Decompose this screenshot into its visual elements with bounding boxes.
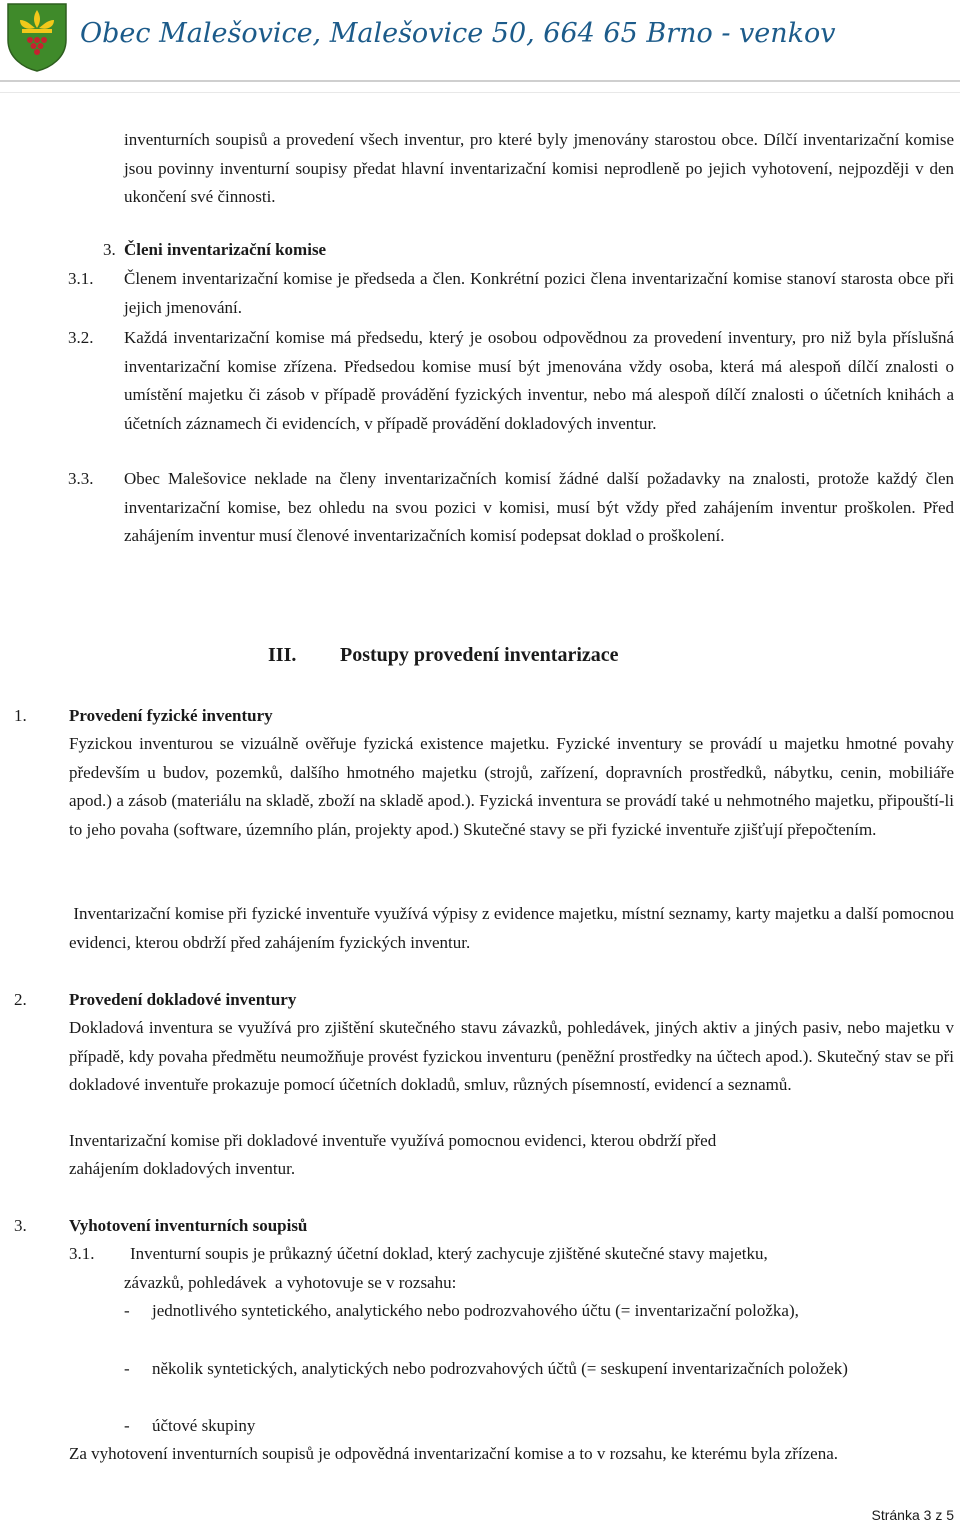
section-number: 3.: [14, 1216, 27, 1235]
section-number: 2.: [14, 990, 27, 1009]
item-text: Obec Malešovice neklade na členy inventarizačních komisí žádné další požadavky na znalosti, protože každý člen inventarizační komise, bez ohledu na svou pozici v komisi, musí být vždy před zahájením inventur proškolen. Před zahájením inventur musí členové inventarizačních komisí podepsat doklad o proškolení.: [124, 469, 954, 545]
item-number: 3.2.: [68, 328, 94, 347]
documentary-paragraph-line: zahájením dokladových inventur.: [69, 1159, 296, 1178]
section-title: Vyhotovení inventurních soupisů: [69, 1216, 308, 1235]
item-text: Členem inventarizační komise je předseda a člen. Konkrétní pozici člena inventarizační komise stanoví starosta obce při jejich jmenování.: [124, 269, 954, 317]
physical-paragraph: Fyzickou inventurou se vizuálně ověřuje fyzická existence majetku. Fyzické inventury se provádí u majetku hmotné povahy především u budov, pozemků, dalšího hmotného majetku (strojů, zařízení, dopravních prostředků, nábytku, cenin, mobiliáře apod.) a zásob (materiálu na skladě, zboží na skladě apod.). Fyzická inventura se provádí také u nehmotného majetku, připouští-li to jeho povaha (software, územního plán, projekty apod.) Skutečné stavy se při fyzické inventuře zjišťují přepočtením.: [69, 734, 954, 839]
chapter-numeral: III.: [268, 644, 297, 666]
section-title: Provedení fyzické inventury: [69, 706, 273, 725]
bullet-item: několik syntetických, analytických nebo podrozvahových účtů (= seskupení inventarizačních položek): [152, 1359, 848, 1378]
item-number: 3.1.: [68, 269, 94, 288]
item-text-line: závazků, pohledávek a vyhotovuje se v rozsahu:: [124, 1273, 457, 1292]
item-text-line: Inventurní soupis je průkazný účetní doklad, který zachycuje zjištěné skutečné stavy majetku,: [130, 1244, 768, 1263]
header-title: Obec Malešovice, Malešovice 50, 664 65 Brno - venkov: [80, 18, 836, 49]
item-number: 3.3.: [68, 469, 94, 488]
bullet-dash: -: [124, 1301, 130, 1320]
section-title: Členi inventarizační komise: [124, 240, 327, 259]
section-title: Provedení dokladové inventury: [69, 990, 297, 1009]
page-number: Stránka 3 z 5: [871, 1507, 954, 1523]
item-number: 3.1.: [69, 1244, 95, 1263]
bullet-dash: -: [124, 1416, 130, 1435]
page-header: [0, 0, 960, 95]
documentary-paragraph: Dokladová inventura se využívá pro zjištění skutečného stavu závazků, pohledávek, jiných aktiv a jiných pasiv, nebo majetku v případě, kdy povaha předmětu neumožňuje provést fyzickou inventuru (peněžní prostředky na účtech apod.). Skutečný stav se při dokladové inventuře prokazuje pomocí účetních dokladů, smluv, různých písemností, evidencí a seznamů.: [69, 1018, 954, 1094]
physical-paragraph: Inventarizační komise při fyzické inventuře využívá výpisy z evidence majetku, místní seznamy, karty majetku a další pomocnou evidenci, kterou obdrží před zahájením fyzických inventur.: [69, 904, 959, 952]
bullet-item: účtové skupiny: [152, 1416, 256, 1435]
intro-paragraph: inventurních soupisů a provedení všech inventur, pro které byly jmenovány starostou obce. Dílčí inventarizační komise jsou povinny inventurní soupisy předat hlavní inventarizační komisi neprodleně po jejich vyhotovení, nejpozději v den ukončení své činnosti.: [124, 130, 954, 206]
bullet-item: jednotlivého syntetického, analytického nebo podrozvahového účtu (= inventarizační položka),: [152, 1301, 799, 1320]
item-text: Každá inventarizační komise má předsedu, který je osobou odpovědnou za provedení inventury, pro niž byla příslušná inventarizační komise zřízena. Předsedou komise musí být jmenována vždy osoba, která má alespoň dílčí znalosti o umístění majetku či zásob v případě provádění fyzických inventur, nebo má alespoň dílčí znalosti o účetních knihách a účetních záznamech či evidencích, v případě provádění dokladových inventur.: [124, 328, 954, 433]
village-crest-logo: [6, 2, 68, 72]
section-number: 3.: [103, 240, 116, 259]
bullet-dash: -: [124, 1359, 130, 1378]
documentary-paragraph-line: Inventarizační komise při dokladové inventuře využívá pomocnou evidenci, kterou obdrží před: [69, 1131, 717, 1150]
section-number: 1.: [14, 706, 27, 725]
header-divider-secondary: [0, 92, 960, 93]
chapter-title: Postupy provedení inventarizace: [340, 644, 619, 666]
header-divider: [0, 80, 960, 82]
closing-paragraph: Za vyhotovení inventurních soupisů je odpovědná inventarizační komise a to v rozsahu, ke kterému byla zřízena.: [69, 1444, 839, 1463]
